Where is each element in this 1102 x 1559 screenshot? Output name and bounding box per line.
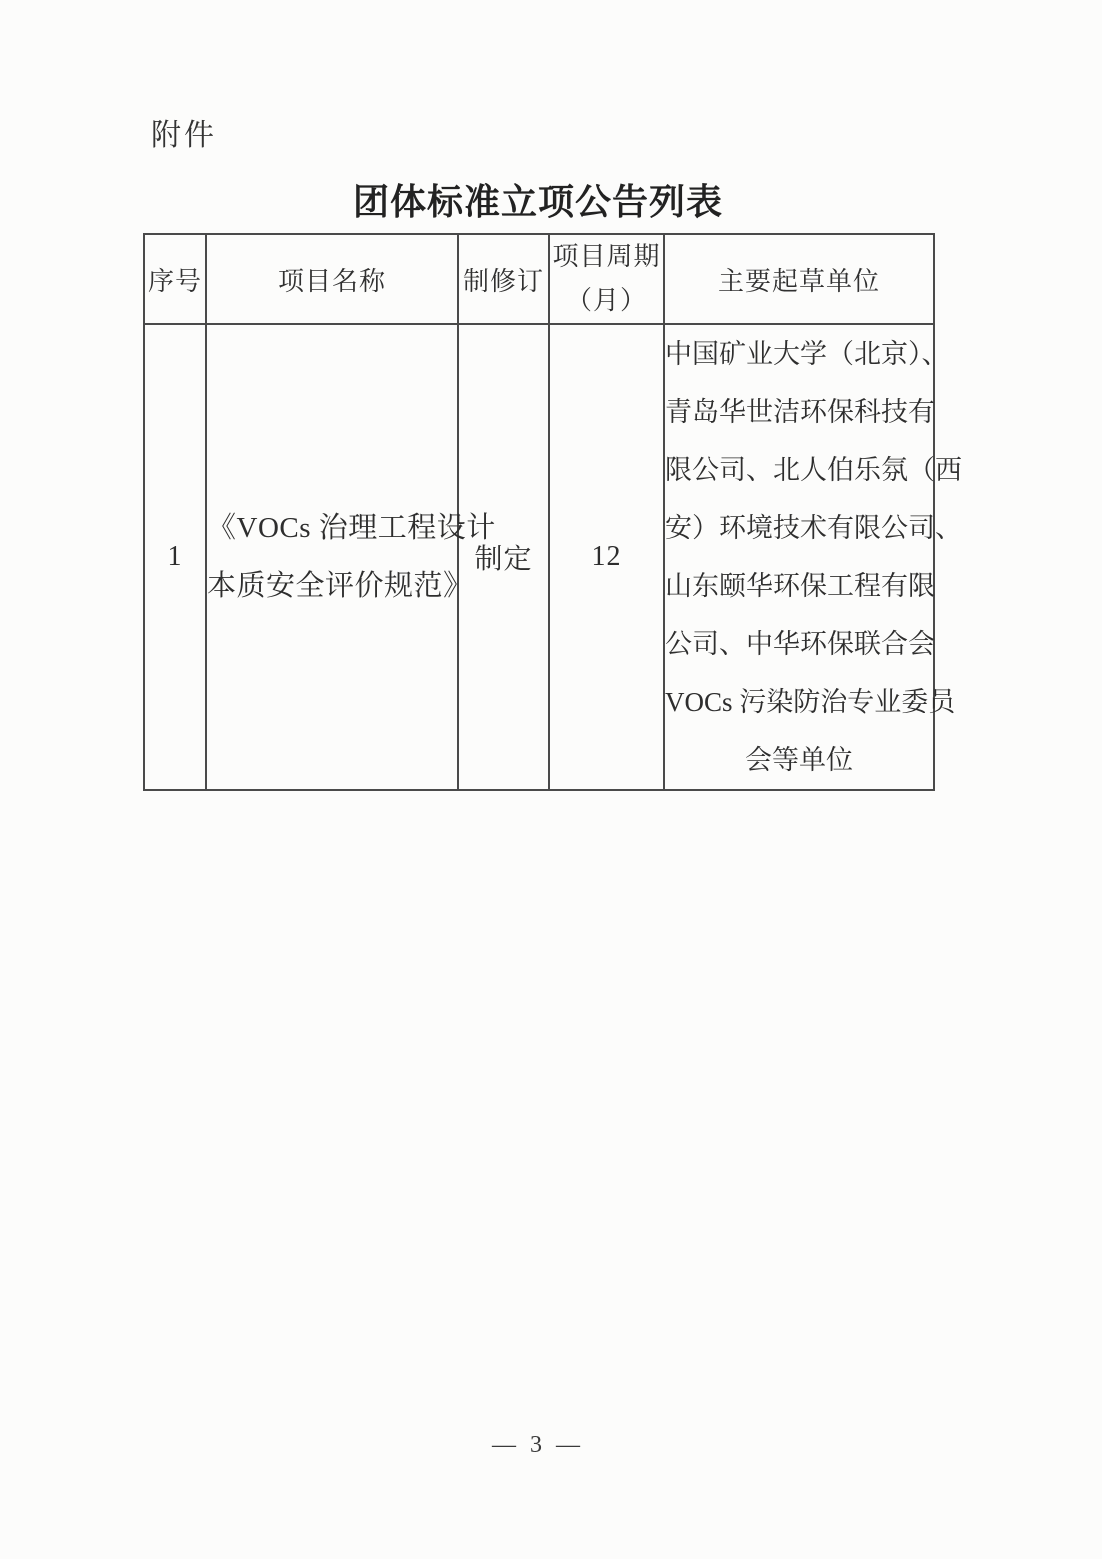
standards-table (143, 233, 962, 791)
col-header-revision-type: 制修订 (458, 234, 549, 324)
cell-project-name (206, 324, 496, 790)
drafting-unit-line: 山东颐华环保工程有限 (665, 571, 935, 601)
drafting-unit-line: 公司、中华环保联合会 (665, 629, 935, 659)
col-header-index: 序号 (144, 234, 206, 324)
drafting-unit-line: 会等单位 (745, 745, 853, 775)
drafting-unit-line: VOCs 污染防治专业委员 (665, 687, 956, 717)
drafting-unit-line: 中国矿业大学（北京）、 (665, 339, 949, 369)
col-header-period-line2: （月） (565, 286, 647, 315)
drafting-unit-line: 限公司、北人伯乐氛（西 (665, 455, 962, 485)
cell-drafting-units (664, 324, 962, 790)
cell-revision-type: 制定 (458, 324, 549, 790)
drafting-unit-line: 青岛华世洁环保科技有 (665, 397, 935, 427)
page-title: 团体标准立项公告列表 (352, 182, 723, 222)
col-header-drafting-units: 主要起草单位 (664, 234, 934, 324)
project-name-line: 本质安全评价规范》 (207, 570, 473, 602)
drafting-unit-line: 安）环境技术有限公司、 (665, 513, 962, 543)
cell-index: 1 (144, 324, 206, 790)
col-header-period-line1: 项目周期 (552, 242, 661, 271)
table-row (144, 324, 934, 790)
table-header-row (144, 234, 934, 324)
page-number: — 3 — (492, 1432, 584, 1458)
col-header-project-name: 项目名称 (206, 234, 458, 324)
cell-period-months: 12 (549, 324, 664, 790)
attachment-label: 附件 (151, 119, 217, 152)
col-header-period (549, 234, 664, 324)
project-name-line: 《VOCs 治理工程设计 (207, 512, 496, 544)
